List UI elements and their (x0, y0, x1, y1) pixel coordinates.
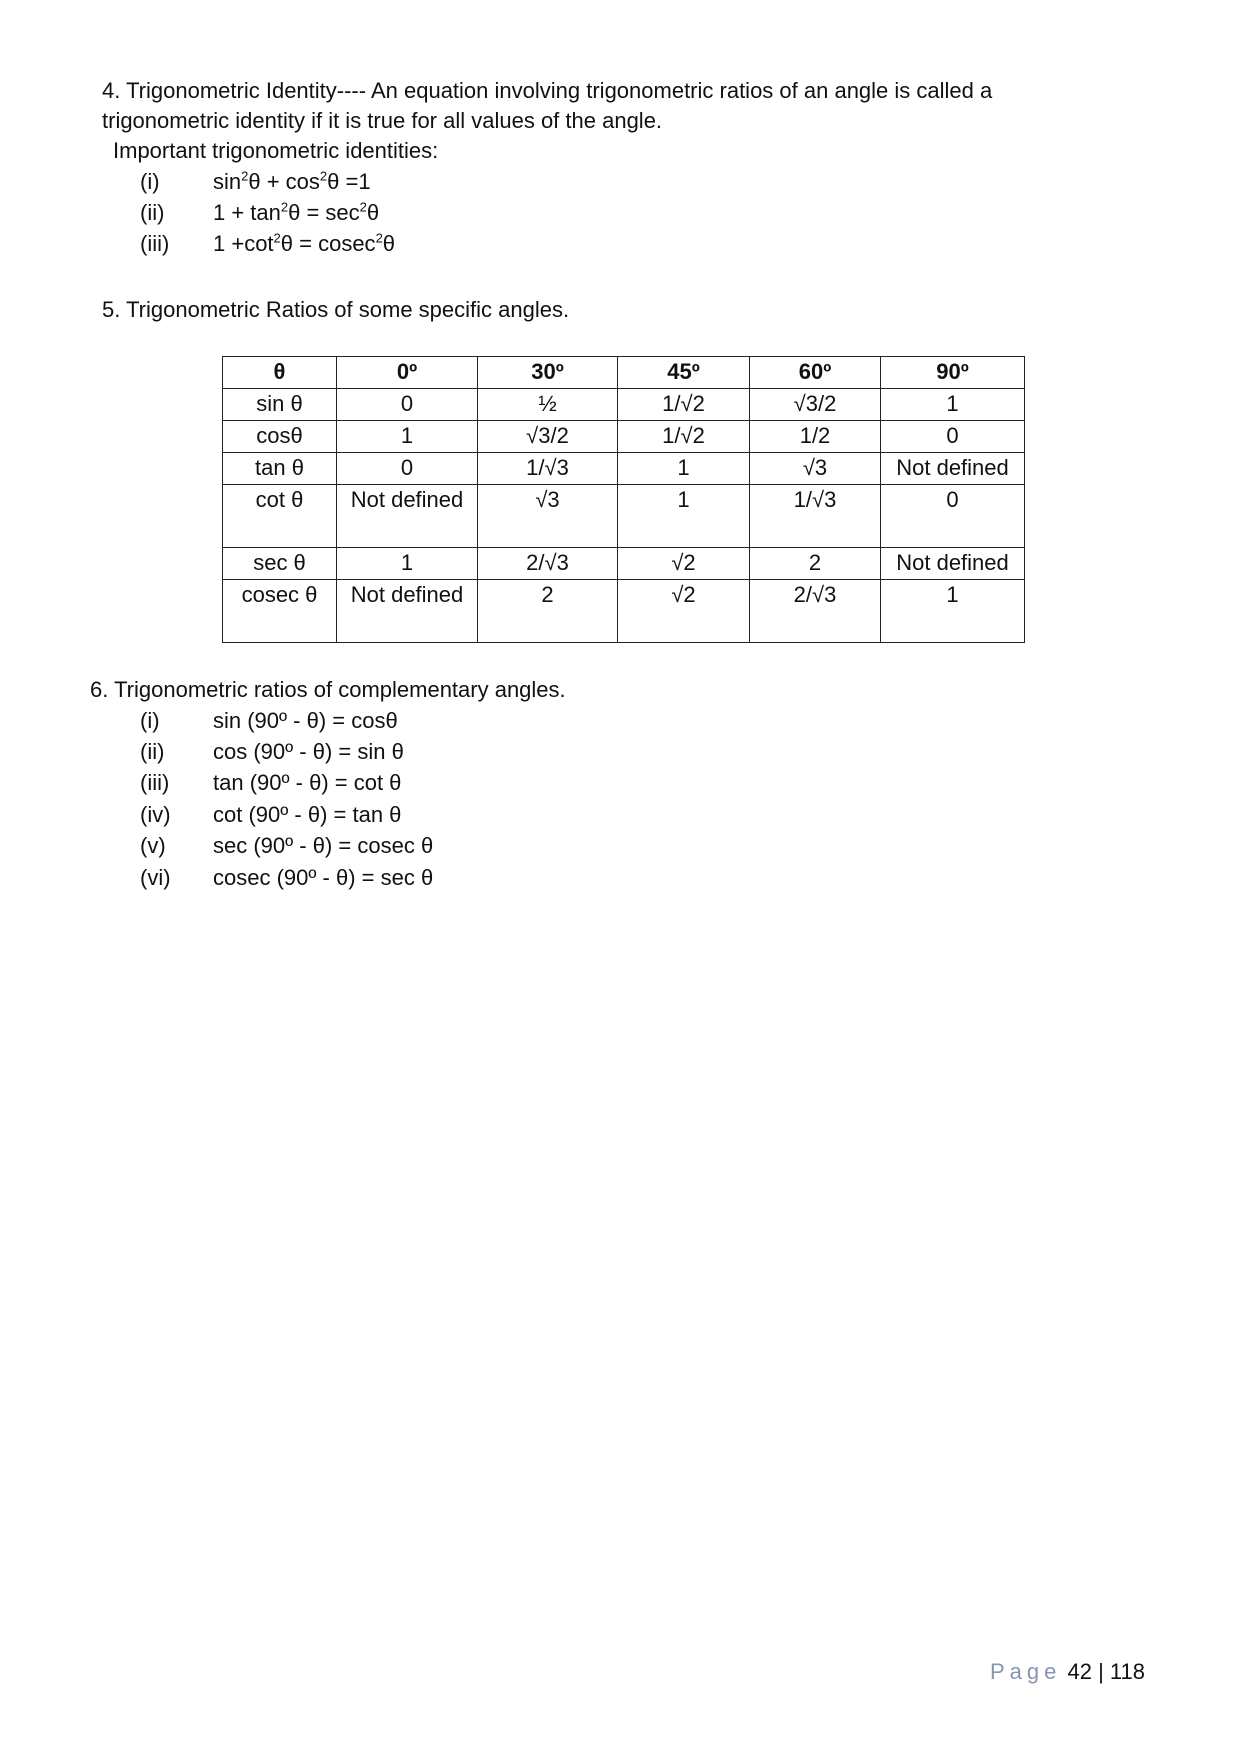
table-cell: 1/√3 (750, 485, 881, 548)
table-row (223, 580, 1025, 643)
table-header-cell: 90º (881, 357, 1025, 389)
identity-formula: $\sin^2\theta + \cos^2\theta =1$ (213, 168, 371, 194)
table-cell: cosec θ (223, 580, 337, 643)
table-cell: 2/√3 (478, 548, 618, 580)
table-cell: sin θ (223, 389, 337, 421)
table-cell: 0 (881, 485, 1025, 548)
table-cell: 1/√2 (618, 421, 750, 453)
section5-heading: 5. Trigonometric Ratios of some specific angles. (102, 297, 570, 322)
list-item-number: (ii) (140, 739, 165, 764)
table-header-cell: 45º (618, 357, 750, 389)
list-item-number: (v) (140, 833, 166, 858)
table-cell: √2 (618, 580, 750, 643)
identity-formula: $1 + \tan^2\theta = \sec^2\theta$ (213, 199, 380, 225)
table-cell: 0 (881, 421, 1025, 453)
list-item-text: tan (90º - θ) = cot θ (213, 770, 402, 795)
table-cell: Not defined (337, 485, 478, 548)
table-cell: Not defined (881, 548, 1025, 580)
table-header-cell: 60º (750, 357, 881, 389)
table-row (223, 548, 1025, 580)
list-item-text: cos (90º - θ) = sin θ (213, 739, 404, 764)
page-footer (990, 1657, 1145, 1687)
section4-subheading: Important trigonometric identities: (113, 138, 439, 163)
list-item-text: sec (90º - θ) = cosec θ (213, 833, 434, 858)
table-cell: 1 (618, 485, 750, 548)
list-item-number: (vi) (140, 865, 171, 890)
table-cell: cosθ (223, 421, 337, 453)
table-cell: tan θ (223, 453, 337, 485)
table-cell: √3/2 (750, 389, 881, 421)
table-cell: 1 (881, 580, 1025, 643)
table-cell: √3 (478, 485, 618, 548)
table-cell: 1 (337, 548, 478, 580)
table-cell: 0 (337, 389, 478, 421)
table-row (223, 421, 1025, 453)
table-cell: 1/√3 (478, 453, 618, 485)
table-cell: ½ (478, 389, 618, 421)
identity-number: (ii) (140, 200, 165, 225)
table-cell: 0 (337, 453, 478, 485)
table-cell: Not defined (881, 453, 1025, 485)
identity-number: (iii) (140, 231, 170, 256)
table-cell: cot θ (223, 485, 337, 548)
list-item-number: (iii) (140, 770, 170, 795)
table-cell: 1/2 (750, 421, 881, 453)
table-cell: 1 (881, 389, 1025, 421)
list-item-number: (i) (140, 708, 160, 733)
table-cell: √2 (618, 548, 750, 580)
page-label: Page (990, 1659, 1062, 1684)
table-cell: 2/√3 (750, 580, 881, 643)
list-item-text: cosec (90º - θ) = sec θ (213, 865, 434, 890)
table-cell: √3/2 (478, 421, 618, 453)
page-number: 42 | 118 (1067, 1659, 1145, 1684)
table-cell: 1/√2 (618, 389, 750, 421)
table-cell: √3 (750, 453, 881, 485)
section4-line2: trigonometric identity if it is true for all values of the angle. (102, 108, 663, 133)
list-item-number: (iv) (140, 802, 171, 827)
table-header-cell: 30º (478, 357, 618, 389)
table-cell: sec θ (223, 548, 337, 580)
table-row (223, 485, 1025, 548)
section4-line1: 4. Trigonometric Identity---- An equation involving trigonometric ratios of an angle is called a (102, 78, 993, 103)
table-header-cell: 0º (337, 357, 478, 389)
table-header-cell: θ (223, 357, 337, 389)
table-row (223, 389, 1025, 421)
trig-ratio-table (222, 356, 1025, 643)
table-cell: Not defined (337, 580, 478, 643)
table-cell: 2 (478, 580, 618, 643)
table-cell: 1 (618, 453, 750, 485)
table-cell: 1 (337, 421, 478, 453)
table-header-row (223, 357, 1025, 389)
identity-number: (i) (140, 169, 160, 194)
section6-heading: 6. Trigonometric ratios of complementary angles. (90, 677, 566, 702)
table-row (223, 453, 1025, 485)
identity-formula: $1 +\cot^2\theta = cosec^2\theta$ (213, 230, 396, 256)
list-item-text: sin (90º - θ) = cosθ (213, 708, 398, 733)
list-item-text: cot (90º - θ) = tan θ (213, 802, 402, 827)
table-cell: 2 (750, 548, 881, 580)
